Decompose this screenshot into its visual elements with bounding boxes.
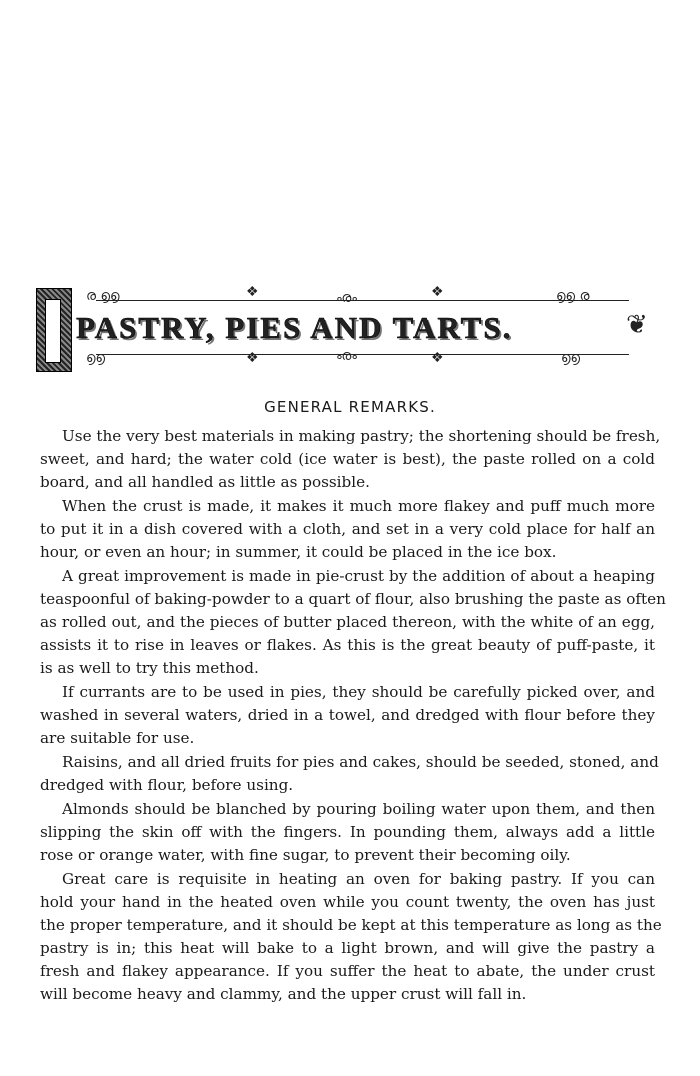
chapter-title: PASTRY, PIES AND TARTS. [76, 310, 513, 345]
fleuron-icon: ❖ [431, 350, 444, 366]
text-line: teaspoonful of baking-powder to a quart of flour, also brushing the paste as often [40, 590, 666, 608]
text-line: are suitable for use. [40, 729, 195, 747]
text-line: rose or orange water, with fine sugar, to prevent their becoming oily. [40, 846, 571, 864]
text-line: Raisins, and all dried fruits for pies and cakes, should be seeded, stoned, and [62, 753, 659, 771]
text-line: the proper temperature, and it should be kept at this temperature as long as the [40, 916, 662, 934]
section-heading: GENERAL REMARKS. [264, 398, 436, 416]
paragraph [40, 751, 659, 797]
text-line: Almonds should be blanched by pouring boiling water upon them, and then [62, 800, 655, 818]
paragraph [40, 681, 655, 750]
text-line: board, and all handled as little as possible. [40, 473, 370, 491]
text-line: as rolled out, and the pieces of butter placed thereon, with the white of an egg, [40, 613, 655, 631]
paragraph [40, 868, 662, 1006]
scroll-ornament-icon: ൟ [336, 348, 357, 364]
text-line: will become heavy and clammy, and the upper crust will fall in. [40, 985, 527, 1003]
paragraph [40, 565, 666, 680]
paragraph [40, 495, 655, 564]
side-fleuron-icon: ❦ [626, 310, 648, 340]
body-text [40, 425, 666, 1007]
fleuron-icon: ❖ [246, 284, 259, 300]
scroll-ornament-icon: ര ൭൭ [86, 288, 120, 304]
bottom-rule [96, 354, 629, 355]
text-line: assists it to rise in leaves or flakes. As this is the great beauty of puff-paste, it [40, 636, 655, 654]
text-line: hour, or even an hour; in summer, it could be placed in the ice box. [40, 543, 557, 561]
text-line: to put it in a dish covered with a cloth, and set in a very cold place for half an [40, 520, 655, 538]
text-line: Great care is requisite in heating an oven for baking pastry. If you can [62, 870, 655, 888]
text-line: dredged with flour, before using. [40, 776, 294, 794]
scroll-ornament-icon: ൭൭ [86, 350, 106, 366]
text-line: When the crust is made, it makes it much more flakey and puff much more [62, 497, 655, 515]
text-line: sweet, and hard; the water cold (ice water is best), the paste rolled on a cold [40, 450, 655, 468]
scroll-ornament-icon: ൭൭ [561, 350, 581, 366]
fleuron-icon: ❖ [431, 284, 444, 300]
text-line: is as well to try this method. [40, 659, 259, 677]
scroll-ornament-icon: ൟ [336, 290, 357, 306]
text-line: pastry is in; this heat will bake to a light brown, and will give the pastry a [40, 939, 655, 957]
top-rule [96, 300, 629, 301]
text-line: Use the very best materials in making pastry; the shortening should be fresh, [62, 427, 661, 445]
text-line: fresh and flakey appearance. If you suffer the heat to abate, the under crust [40, 962, 655, 980]
decorative-initial-p [36, 288, 72, 372]
paragraph [40, 425, 661, 494]
paragraph [40, 798, 655, 867]
title-banner [36, 284, 651, 370]
text-line: hold your hand in the heated oven while you count twenty, the oven has just [40, 893, 655, 911]
text-line: If currants are to be used in pies, they should be carefully picked over, and [62, 683, 655, 701]
fleuron-icon: ❖ [246, 350, 259, 366]
scroll-ornament-icon: ൭൭ ര [556, 288, 590, 304]
text-line: A great improvement is made in pie-crust by the addition of about a heaping [62, 567, 655, 585]
text-line: slipping the skin off with the fingers. In pounding them, always add a little [40, 823, 655, 841]
text-line: washed in several waters, dried in a towel, and dredged with flour before they [40, 706, 655, 724]
